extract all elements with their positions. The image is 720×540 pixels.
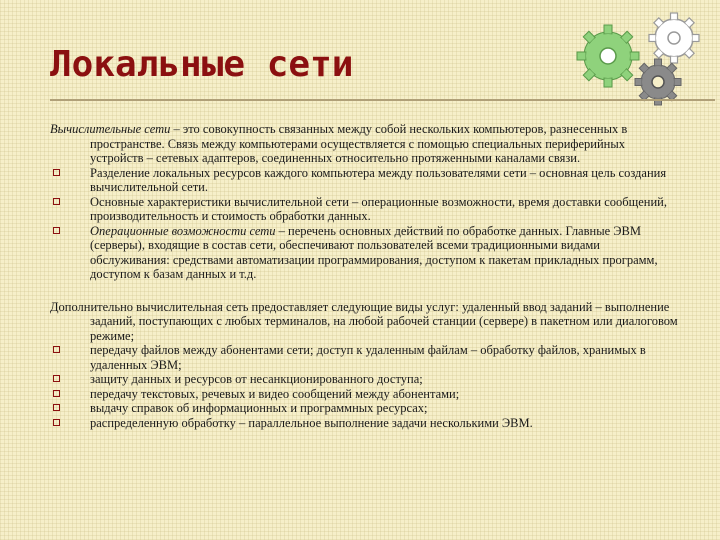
list-item	[50, 224, 678, 282]
list-item-text: – перечень основных действий по обработке данных. Главные ЭВМ (серверы), входящие в состав сети, обеспечивают пользователей всеми традиционными видами обслуживания: средствами автоматизации программирования, доступом к пакетам прикладных программ, доступом к базам данных и т.д.	[90, 223, 658, 281]
list-item	[50, 343, 678, 372]
section1-intro-text: – это совокупность связанных между собой нескольких компьютеров, разнесенных в пространстве. Связь между компьютерами осуществляется с помощью специальных периферийных устройств – сетевых адаптеров, соединенных относительно протяженными каналами связи.	[90, 122, 628, 165]
square-bullet-icon	[53, 198, 60, 205]
section2-intro: Дополнительно вычислительная сеть предоставляет следующие виды услуг: удаленный ввод заданий – выполнение заданий, поступающих с любых терминалов, на любой рабочей станции (сервере) в пакетном или диалоговом режиме;	[50, 299, 678, 343]
square-bullet-icon	[53, 419, 60, 426]
square-bullet-icon	[53, 390, 60, 397]
square-bullet-icon	[53, 404, 60, 411]
section-spacer	[50, 282, 678, 300]
list-item-text: Основные характеристики вычислительной сети – операционные возможности, время доставки сообщений, производительность и стоимость обработки данных.	[90, 194, 667, 223]
section1-intro	[50, 122, 678, 166]
list-item-text: выдачу справок об информационных и программных ресурсах;	[90, 401, 428, 415]
square-bullet-icon	[53, 375, 60, 382]
title-divider	[50, 99, 715, 101]
slide-body	[50, 122, 678, 430]
square-bullet-icon	[53, 227, 60, 234]
list-item	[50, 387, 678, 402]
green-gear-icon	[577, 25, 639, 87]
list-item-text: передачу файлов между абонентами сети; доступ к удаленным файлам – обработку файлов, хранимых в удаленных ЭВМ;	[90, 343, 646, 372]
term-computer-networks: Вычислительные сети	[50, 122, 171, 136]
list-item	[50, 416, 678, 431]
square-bullet-icon	[53, 169, 60, 176]
list-item	[50, 372, 678, 387]
list-item-text: распределенную обработку – параллельное выполнение задачи несколькими ЭВМ.	[90, 415, 533, 430]
list-item	[50, 166, 678, 195]
list-item-text: Разделение локальных ресурсов каждого компьютера между пользователями сети – основная цель создания вычислительной сети.	[90, 165, 667, 194]
square-bullet-icon	[53, 346, 60, 353]
gears-decoration-icon	[570, 8, 710, 113]
list-item	[50, 401, 678, 416]
list-item-text: защиту данных и ресурсов от несанкционированного доступа;	[90, 372, 423, 386]
slide-title: Локальные сети	[50, 44, 354, 85]
term-operational-capabilities: Операционные возможности сети	[90, 223, 276, 238]
list-item	[50, 195, 678, 224]
list-item-text: передачу текстовых, речевых и видео сообщений между абонентами;	[90, 386, 460, 401]
white-gear-icon	[649, 13, 699, 63]
